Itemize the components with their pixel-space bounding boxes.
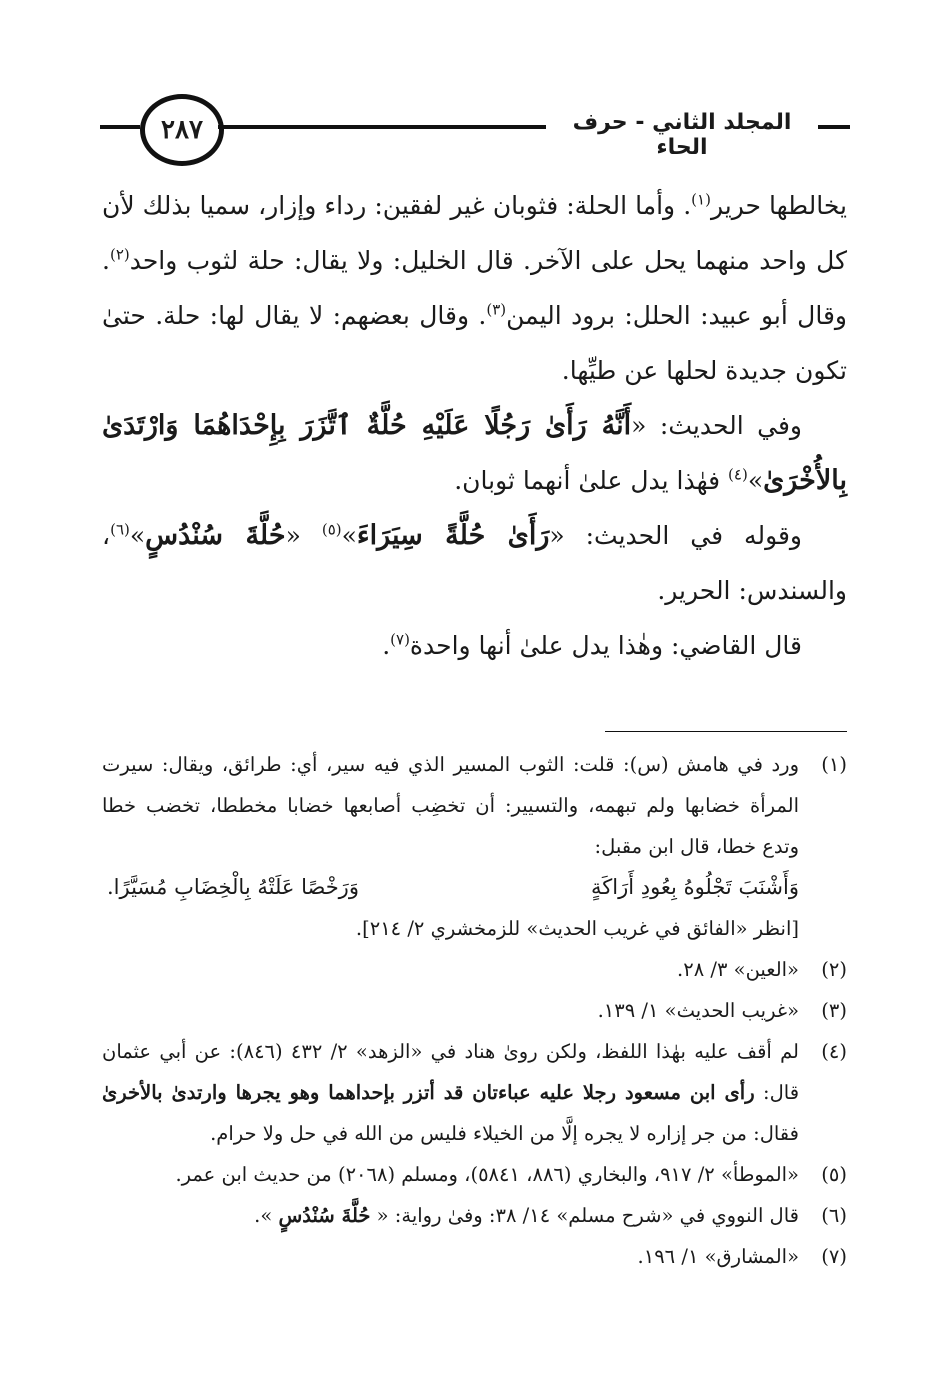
footnote-text: لم أقف عليه بهٰذا اللفظ، ولكن روىٰ هناد في «الزهد» ٢/ ٤٣٢ (٨٤٦): عن أبي عثمان قال: xyxy=(102,1040,800,1104)
page-number-badge xyxy=(140,94,224,166)
footnote-number: (١) xyxy=(821,753,847,776)
footnote-4 xyxy=(102,1031,847,1154)
footnote-ref: (٧) xyxy=(390,630,410,649)
footnote-text: «المشارق» ١/ ١٩٦. xyxy=(637,1245,799,1268)
footnote-quote: رأى ابن مسعود رجلا عليه عباءتان قد أتزر بإحداهما وهو يجرها وارتدىٰ بالأخرىٰ xyxy=(102,1081,755,1104)
poetry-verse xyxy=(102,867,799,908)
text-run: » xyxy=(747,466,764,495)
paragraph-1 xyxy=(102,178,847,398)
text-run: وفي الحديث: « xyxy=(631,411,802,440)
text-run: . وأما الحلة: فثوبان غير لفقين: رداء وإزار، سميا بذلك لأن كل واحد منهما يحل على الآخر. قال الخليل: ولا يقال: حلة لثوب واحد xyxy=(102,191,847,275)
text-run: « xyxy=(285,521,322,550)
paragraph-4 xyxy=(102,618,847,673)
hadith-text: أَنَّهُ رَأَىٰ رَجُلًا عَلَيْهِ حُلَّةٌ ٱتَّزَرَ بِإِحْدَاهُمَا وَارْتَدَىٰ بِالأُخْرَىٰ xyxy=(102,410,847,496)
footnote-1 xyxy=(102,744,847,949)
header-rule-middle xyxy=(218,125,546,129)
footnote-number: (٥) xyxy=(821,1163,847,1186)
footnote-number: (٤) xyxy=(821,1040,847,1063)
footnote-ref: (١) xyxy=(691,190,711,209)
text-run: . xyxy=(382,631,391,660)
header-rule-left xyxy=(100,125,140,129)
footnote-text: «الموطأ» ٢/ ٩١٧، والبخاري (٨٨٦، ٥٨٤١)، ومسلم (٢٠٦٨) من حديث ابن عمر. xyxy=(175,1163,799,1186)
paragraph-2 xyxy=(102,398,847,508)
text-run: » xyxy=(129,521,146,550)
footnote-text: «غريب الحديث» ١/ ١٣٩. xyxy=(597,999,799,1022)
text-run: يخالطها حرير xyxy=(710,191,847,220)
footnote-quote: حُلَّةَ سُنْدُسٍ xyxy=(278,1204,371,1227)
verse-hemistich-first: وَأَشْنَبَ تَجْلُوهُ بِعُودِ أَرَاكَةٍ xyxy=(590,875,799,899)
footnote-ref: (٤) xyxy=(728,465,748,484)
text-run: . وقال بعضهم: لا يقال لها: حلة. حتىٰ تكون جديدة لحلها عن طيِّها. xyxy=(102,301,847,385)
footnote-ref: (٣) xyxy=(486,300,507,319)
footnote-reference: [انظر «الفائق في غريب الحديث» للزمخشري ٢/ ٢١٤]. xyxy=(355,917,799,940)
footnote-ref: (٢) xyxy=(109,245,130,264)
running-head: المجلد الثاني - حرف الحاء xyxy=(572,110,792,160)
footnote-number: (٣) xyxy=(821,999,847,1022)
footnote-text: ورد في هامش (س): قلت: الثوب المسير الذي فيه سير، أي: طرائق، ويقال: سيرت المرأة خضابها ولم تبهمه، والتسيير: أن تخضِب أصابعها خضابا مخططا، تخضب خطا وتدع خطا، قال ابن مقبل: xyxy=(102,753,799,858)
footnote-body xyxy=(102,1031,799,1154)
footnote-5 xyxy=(102,1154,847,1195)
footnote-2 xyxy=(102,949,847,990)
footnote-number: (٦) xyxy=(821,1204,847,1227)
main-text xyxy=(102,178,847,673)
footnote-body xyxy=(102,1195,799,1236)
page-header xyxy=(100,92,850,172)
text-run: وقوله في الحديث: « xyxy=(549,521,803,550)
header-rule-right xyxy=(818,125,850,129)
footnote-3 xyxy=(102,990,847,1031)
paragraph-3 xyxy=(102,508,847,618)
hadith-text: رَأَىٰ حُلَّةً سِيَرَاءَ xyxy=(356,520,550,551)
footnotes xyxy=(102,744,847,1277)
footnote-7 xyxy=(102,1236,847,1277)
footnote-text: فقال: من جر إزاره لا يجره إلَّا من الخيلاء فليس من الله في حل ولا حرام. xyxy=(210,1122,799,1145)
page-number: ٢٨٧ xyxy=(161,115,203,145)
footnote-number: (٧) xyxy=(821,1245,847,1268)
footnote-number: (٢) xyxy=(821,958,847,981)
footnote-6 xyxy=(102,1195,847,1236)
text-run: قال القاضي: وهٰذا يدل علىٰ أنها واحدة xyxy=(409,631,802,660)
hadith-text: حُلَّةَ سُنْدُسٍ xyxy=(145,520,286,551)
text-run: ، والسندس: الحرير. xyxy=(102,521,847,605)
footnote-text: «العين» ٣/ ٢٨. xyxy=(677,958,799,981)
verse-hemistich-second: وَرَخْصًا عَلَتْهُ بِالْخِضَابِ مُسَيَّرًا. xyxy=(107,875,359,899)
text-run: فهٰذا يدل علىٰ أنهما ثوبان. xyxy=(454,466,729,495)
text-run: . وقال أبو عبيد: الحلل: برود اليمن xyxy=(102,246,847,330)
footnote-body xyxy=(102,744,799,949)
footnote-ref: (٥) xyxy=(321,520,342,539)
footnote-divider xyxy=(605,731,847,732)
footnote-text: قال النووي في «شرح مسلم» ١٤/ ٣٨: وفىٰ رواية: « xyxy=(370,1204,799,1227)
footnote-text: ». xyxy=(254,1204,279,1227)
footnote-ref: (٦) xyxy=(110,520,130,539)
text-run: » xyxy=(341,521,357,550)
